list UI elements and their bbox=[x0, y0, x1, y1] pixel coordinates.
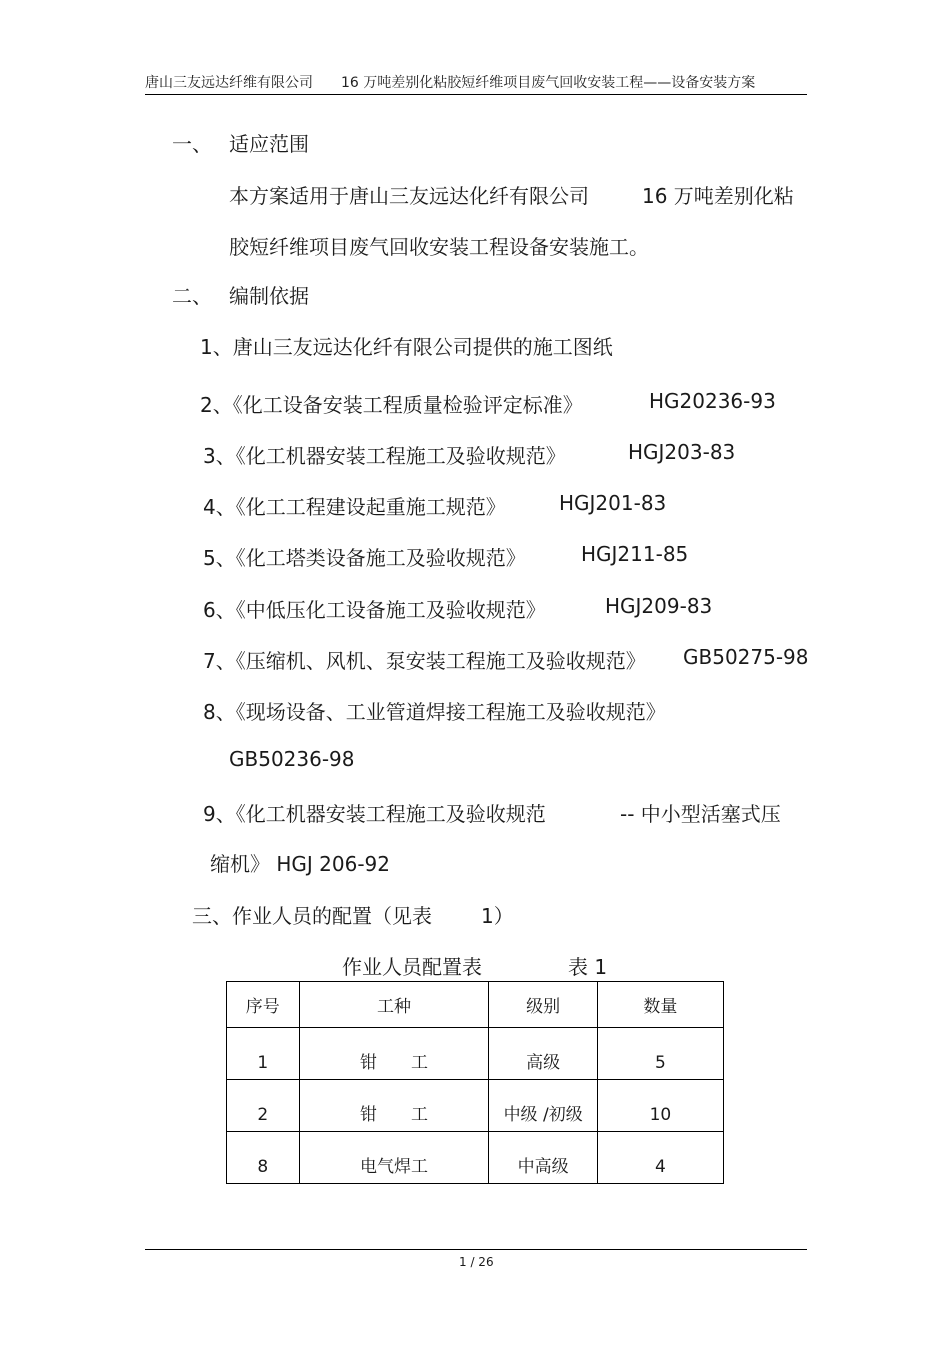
basis-item-4: 4、《化工工程建设起重施工规范》 bbox=[203, 495, 506, 519]
header-trade: 工种 bbox=[299, 982, 489, 1028]
basis-item-6: 6、《中低压化工设备施工及验收规范》 bbox=[203, 598, 546, 622]
header-level: 级别 bbox=[489, 982, 597, 1028]
section-2-title: 编制依据 bbox=[229, 284, 309, 308]
footer-rule bbox=[145, 1249, 807, 1250]
section-3-title: 三、作业人员的配置（见表 bbox=[192, 904, 432, 928]
cell-seq: 2 bbox=[227, 1080, 300, 1132]
basis-item-2: 2、《化工设备安装工程质量检验评定标准》 bbox=[200, 393, 583, 417]
table-row bbox=[227, 1132, 724, 1184]
cell-level: 中级 /初级 bbox=[489, 1080, 597, 1132]
basis-item-4-code: HGJ201-83 bbox=[559, 491, 667, 515]
staff-table bbox=[226, 981, 724, 1184]
basis-item-7-code: GB50275-98 bbox=[683, 645, 809, 669]
cell-count: 10 bbox=[597, 1080, 723, 1132]
cell-trade: 电气焊工 bbox=[299, 1132, 489, 1184]
basis-item-5-code: HGJ211-85 bbox=[581, 542, 689, 566]
cell-level: 高级 bbox=[489, 1028, 597, 1080]
header-rule bbox=[145, 94, 807, 95]
section-1-text-line1b: 16 万吨差别化粘 bbox=[642, 184, 794, 208]
basis-item-2-code: HG20236-93 bbox=[649, 389, 776, 413]
basis-item-8: 8、《现场设备、工业管道焊接工程施工及验收规范》 bbox=[203, 700, 666, 724]
header-count: 数量 bbox=[597, 982, 723, 1028]
cell-seq: 1 bbox=[227, 1028, 300, 1080]
cell-count: 5 bbox=[597, 1028, 723, 1080]
section-1-text-line1a: 本方案适用于唐山三友远达化纤有限公司 bbox=[229, 184, 589, 208]
basis-item-3: 3、《化工机器安装工程施工及验收规范》 bbox=[203, 444, 566, 468]
table-row bbox=[227, 1080, 724, 1132]
cell-trade: 钳 工 bbox=[299, 1028, 489, 1080]
section-1-number: 一、 bbox=[172, 132, 212, 156]
basis-item-9-cont: 缩机》 HGJ 206-92 bbox=[210, 852, 390, 876]
header-company: 唐山三友远达纤维有限公司 bbox=[145, 75, 313, 91]
page-number: 1 / 26 bbox=[459, 1255, 494, 1269]
basis-item-9: 9、《化工机器安装工程施工及验收规范 bbox=[203, 802, 546, 826]
basis-item-8-code: GB50236-98 bbox=[229, 747, 355, 771]
basis-item-5: 5、《化工塔类设备施工及验收规范》 bbox=[203, 546, 526, 570]
header-seq: 序号 bbox=[227, 982, 300, 1028]
section-3-table-ref: 1） bbox=[481, 904, 514, 928]
basis-item-6-code: HGJ209-83 bbox=[605, 594, 713, 618]
table-row bbox=[227, 1028, 724, 1080]
section-1-text-line2: 胶短纤维项目废气回收安装工程设备安装施工。 bbox=[229, 235, 649, 259]
basis-item-3-code: HGJ203-83 bbox=[628, 440, 736, 464]
basis-item-9-tail: -- 中小型活塞式压 bbox=[620, 802, 781, 826]
cell-count: 4 bbox=[597, 1132, 723, 1184]
cell-seq: 8 bbox=[227, 1132, 300, 1184]
table-caption: 作业人员配置表 bbox=[342, 955, 482, 979]
cell-trade: 钳 工 bbox=[299, 1080, 489, 1132]
section-1-title: 适应范围 bbox=[229, 132, 309, 156]
header-project: 16 万吨差别化粘胶短纤维项目废气回收安装工程——设备安装方案 bbox=[341, 75, 756, 91]
table-number: 表 1 bbox=[568, 955, 608, 979]
table-header-row bbox=[227, 982, 724, 1028]
section-2-number: 二、 bbox=[172, 284, 212, 308]
basis-item-1: 1、唐山三友远达化纤有限公司提供的施工图纸 bbox=[200, 335, 613, 359]
basis-item-7: 7、《压缩机、风机、泵安装工程施工及验收规范》 bbox=[203, 649, 646, 673]
cell-level: 中高级 bbox=[489, 1132, 597, 1184]
